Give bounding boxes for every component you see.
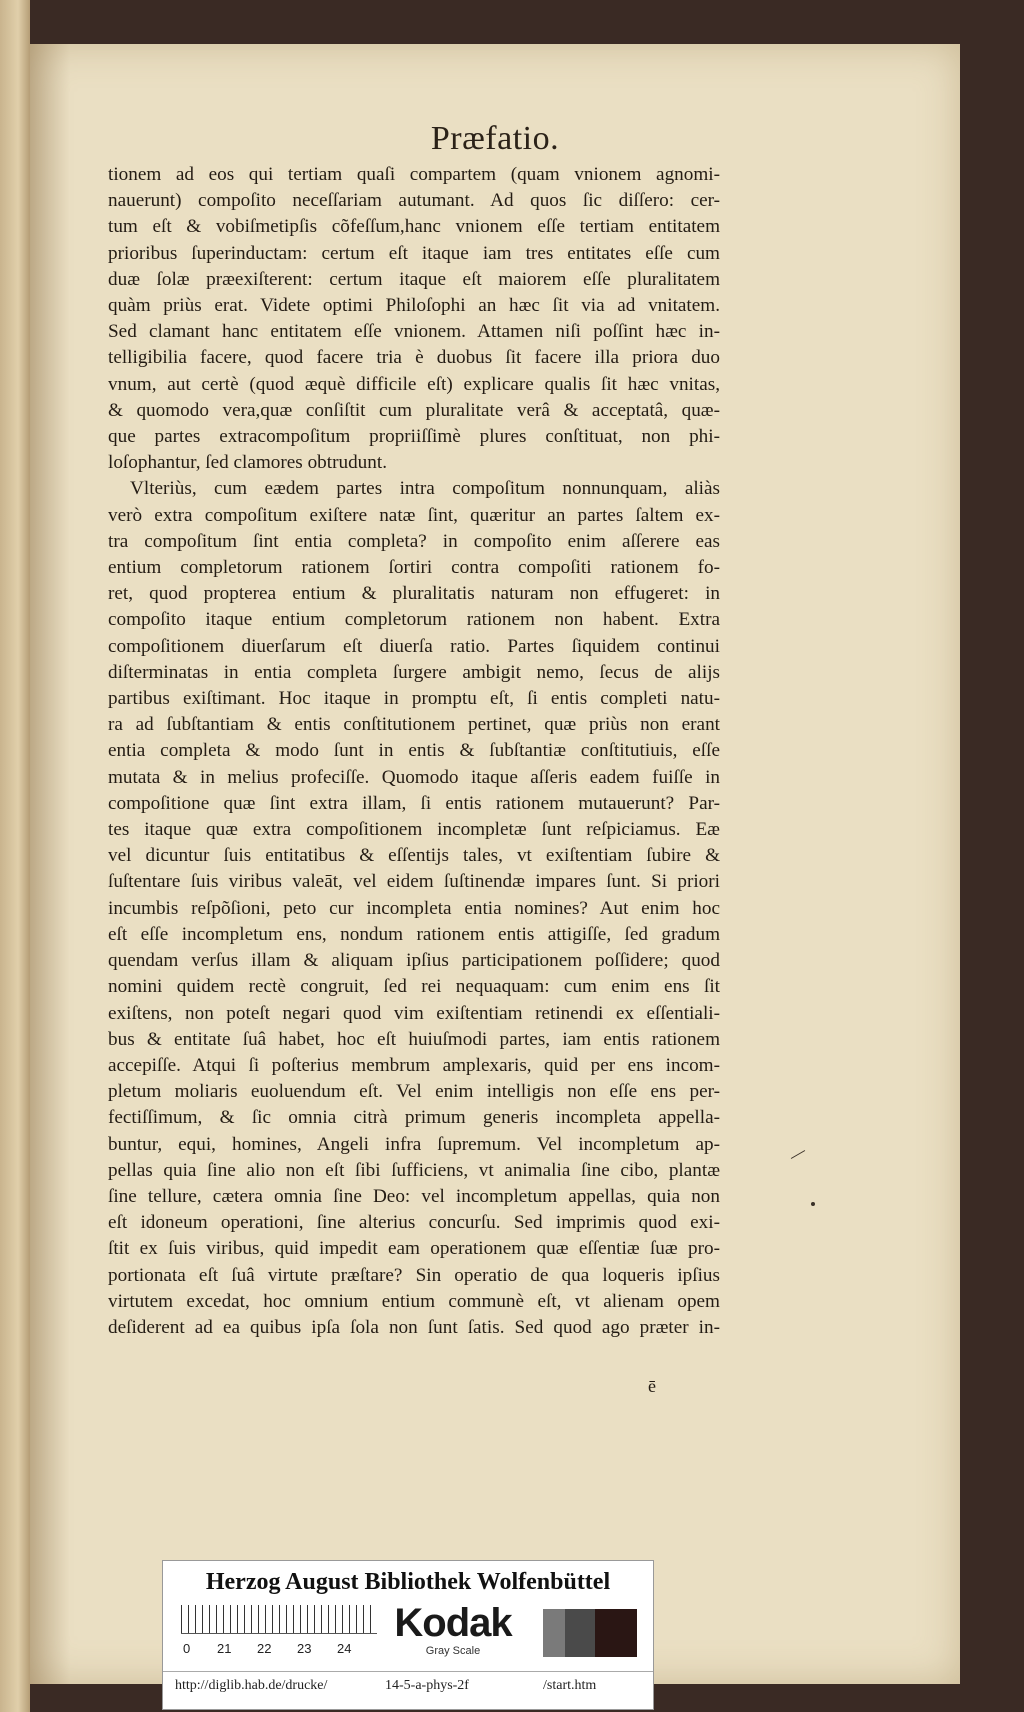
text-line: tionem ad eos qui tertiam quaſi compartem (quam vnionem agnomi-	[108, 164, 720, 185]
text-line: & quomodo vera,quæ conſiſtit cum pluralitate verâ & acceptatâ, quæ-	[108, 399, 720, 421]
stray-mark-stroke	[791, 1150, 805, 1159]
text-line: nauerunt) compoſito neceſſariam autumant. Ad quos ſic diſſero: cer-	[108, 190, 720, 212]
text-line: quendam verſus illam & aliquam ipſius participationem poſſidere; quod	[108, 950, 720, 972]
text-line: loſophantur, ſed clamores obtrudunt.	[108, 452, 387, 474]
ruler-number: 22	[257, 1641, 272, 1656]
text-line: compoſitionem diuerſarum eſt diuerſa ratio. Partes ſiquidem continui	[108, 635, 720, 657]
text-line: virtutem excedat, hoc omnium entium communè eſt, vt alienam opem	[108, 1290, 720, 1312]
text-line: duæ ſolæ præexiſterent: certum itaque eſt maiorem eſſe pluralitatem	[108, 268, 720, 290]
text-line: Vlteriùs, cum eædem partes intra compoſitum nonnunquam, aliàs	[130, 478, 720, 500]
text-line: entium completorum rationem ſortiri contra compoſiti rationem fo-	[108, 557, 720, 579]
text-line: ſine tellure, cætera omnia ſine Deo: vel incompletum appellas, quia non	[108, 1185, 720, 1207]
text-line: exiſtens, non poteſt negari quod vim exiſtentiam retinendi ex eſſentiali-	[108, 1002, 720, 1024]
running-head: Præfatio.	[430, 120, 560, 157]
text-line: vel dicuntur ſuis entitatibus & eſſentijs tales, vt exiſtentiam ſubire &	[108, 845, 720, 867]
url-part-shelfmark: 14-5-a-phys-2f	[385, 1678, 469, 1693]
text-line: bus & entitate ſuâ habet, hoc eſt huiuſmodi partes, iam entis rationem	[108, 1028, 720, 1050]
text-line: ſuſtentare ſuis viribus valeāt, vel eidem ſuſtinendæ impares ſunt. Si priori	[108, 871, 720, 893]
text-line: mutata & in melius profeciſſe. Quomodo itaque aſſeris eadem fuiſſe in	[108, 766, 720, 788]
text-line: entia completa & modo ſunt in entis & ſubſtantiæ conſtitutiuis, eſſe	[108, 740, 720, 762]
text-line: verò extra compoſitum exiſtere natæ ſint, quæritur an partes ſaltem ex-	[108, 504, 720, 526]
ruler-number: 24	[337, 1641, 352, 1656]
kodak-logo: Kodak	[394, 1601, 512, 1645]
catchword: ē	[648, 1376, 656, 1396]
text-line: tes itaque quæ extra compoſitionem incompletæ ſunt reſpiciamus. Eæ	[108, 819, 720, 841]
ruler-number: 23	[297, 1641, 312, 1656]
gray-scale-label: Gray Scale	[425, 1645, 481, 1657]
text-line: compoſito itaque entium completorum rationem non habent. Extra	[108, 609, 720, 631]
text-line: eſt idoneum operationi, ſine alterius concurſu. Sed imprimis quod exi-	[108, 1212, 720, 1234]
text-line: eſt eſſe incompletum ens, nondum rationem entis attigiſſe, ſed gradum	[108, 923, 720, 945]
library-name: Herzog August Bibliothek Wolfenbüttel	[205, 1569, 611, 1595]
text-line: pletum moliaris euoluendum eſt. Vel enim intelligis non eſſe ens per-	[108, 1081, 720, 1103]
text-line: fectiſſimum, & ſic omnia citrà primum generis incompleta appella-	[108, 1107, 720, 1129]
url-part-base: http://diglib.hab.de/drucke/	[175, 1678, 328, 1693]
text-line: quàm priùs erat. Videte optimi Philoſophi an hæc ſit via ad vnitatem.	[108, 295, 720, 317]
text-line: ret, quod propterea entium & pluralitatis naturam non effugeret: in	[108, 583, 720, 605]
text-line: tum eſt & vobiſmetipſis cõfeſſum,hanc vnionem eſſe tertiam entitatem	[108, 216, 720, 238]
text-line: buntur, equi, homines, Angeli infra ſupremum. Vel incompletum ap-	[108, 1133, 720, 1155]
book-page	[30, 44, 960, 1684]
text-line: Sed clamant hanc entitatem eſſe vnionem. Attamen niſi poſſint hæc in-	[108, 321, 720, 343]
text-line: nomini quidem rectè congruit, ſed rei nequaquam: cum enim ens ſit	[108, 976, 720, 998]
gray-patch-dark	[595, 1609, 637, 1657]
text-line: portionata eſt ſuâ virtute præſtare? Sin operatio de qua loqueris ipſius	[108, 1264, 720, 1286]
text-line: compoſitione quæ ſint extra illam, ſi entis rationem mutauerunt? Par-	[108, 792, 720, 814]
stray-mark-dot	[811, 1202, 815, 1206]
text-line: partibus exiſtimant. Hoc itaque in promptu eſt, ſi entis completi natu-	[108, 688, 720, 710]
text-line: prioribus ſuperinductam: certum eſt itaque iam tres entitates eſſe cum	[108, 242, 720, 264]
text-line: ſtit ex ſuis viribus, quid impedit eam operationem quæ eſſentiæ ſuæ pro-	[108, 1238, 720, 1260]
text-line: telligibilia facere, quod facere tria è duobus ſit facere illa priora duo	[108, 347, 720, 369]
text-line: accepiſſe. Atqui ſi poſterius membrum amplexaris, quid per ens incom-	[108, 1054, 720, 1076]
scale-ruler	[181, 1605, 377, 1634]
url-part-start: /start.htm	[543, 1678, 597, 1693]
text-line: diſterminatas in entia completa ſurgere ambigit nemo, ſecus de alijs	[108, 661, 720, 683]
previous-page-edge	[0, 0, 30, 1712]
text-line: incumbis reſpõſioni, peto cur incompleta entia nomines? Aut enim hoc	[108, 897, 720, 919]
body-text	[108, 162, 720, 1341]
target-divider	[163, 1671, 653, 1672]
ruler-number: 21	[217, 1641, 232, 1656]
text-line: ra ad ſubſtantiam & entis conſtitutionem pertinet, quæ priùs non erant	[108, 714, 720, 736]
ruler-number: 0	[183, 1641, 191, 1656]
text-line: tra compoſitum ſint entia completa? in compoſito enim aſſerere eas	[108, 530, 720, 552]
text-line: pellas quia ſine alio non eſt ſibi ſufficiens, vt animalia ſine cibo, plantæ	[108, 1159, 720, 1181]
text-line: vnum, aut certè (quod æquè difficile eſt) explicare qualis ſit hæc vnitas,	[108, 373, 720, 395]
text-line: que partes extracompoſitum propriiſſimè plures conſtituat, non phi-	[108, 426, 720, 448]
color-calibration-target	[162, 1560, 654, 1710]
text-line: deſiderent ad ea quibus ipſa ſola non ſunt ſatis. Sed quod ago præter in-	[108, 1316, 720, 1338]
